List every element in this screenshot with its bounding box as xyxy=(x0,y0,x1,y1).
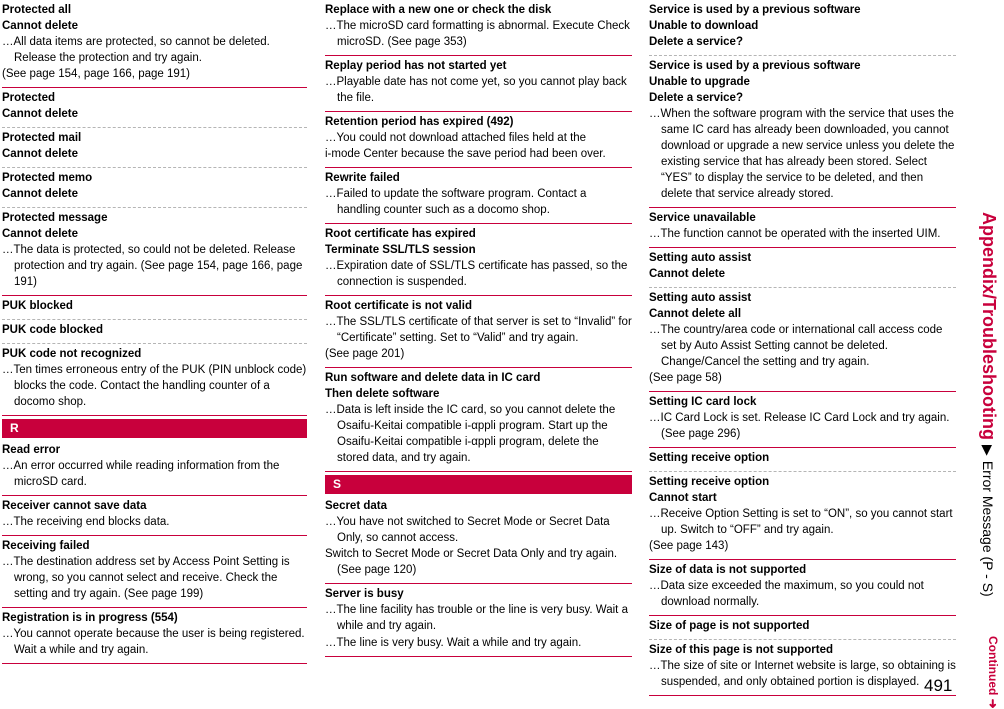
error-message-title: Size of data is not supported xyxy=(649,564,807,576)
error-entry xyxy=(325,584,632,657)
error-message-title: Cannot delete xyxy=(2,20,79,32)
error-description xyxy=(649,506,956,554)
column-left xyxy=(2,0,307,664)
description-text: The country/area code or international call access code set by Auto Assist Setting cannot be deleted. Change/Cancel the setting and try again. xyxy=(660,324,943,368)
error-description xyxy=(2,34,307,82)
error-message-title: Then delete software xyxy=(325,388,440,400)
error-entry xyxy=(325,0,632,56)
description-text: Ten times erroneous entry of the PUK (PIN unblock code) blocks the code. Contact the handling counter of a docomo shop. xyxy=(13,364,307,408)
error-entry xyxy=(2,128,307,168)
error-message-title: Setting receive option xyxy=(649,452,770,464)
description-text: Failed to update the software program. Contact a handling counter such as a docomo shop. xyxy=(336,188,587,216)
error-description xyxy=(325,18,632,50)
description-text: The SSL/TLS certificate of that server is set to “Invalid” for “Certificate” setting. Set to “Valid” and try again. xyxy=(336,316,632,344)
error-message-title: Delete a service? xyxy=(649,36,743,48)
ellipsis-prefix: … xyxy=(325,132,337,144)
ellipsis-prefix: … xyxy=(649,508,661,520)
description-text: The function cannot be operated with the inserted UIM. xyxy=(660,228,941,240)
description-text: i-mode Center because the save period had been over. xyxy=(325,148,606,160)
description-text: (See page 154, page 166, page 191) xyxy=(2,68,190,80)
error-message-title: PUK blocked xyxy=(2,300,73,312)
description-text: An error occurred while reading information from the microSD card. xyxy=(13,460,280,488)
error-entry xyxy=(649,288,956,392)
error-entry xyxy=(649,640,956,696)
ellipsis-prefix: … xyxy=(2,628,14,640)
error-message-title: Cannot delete xyxy=(2,108,79,120)
error-message-title: Setting IC card lock xyxy=(649,396,757,408)
ellipsis-prefix: … xyxy=(649,580,661,592)
description-text: The size of site or Internet website is large, so obtaining is suspended, and only obtained portion is displayed. xyxy=(660,660,956,688)
error-message-title: Rewrite failed xyxy=(325,172,400,184)
error-entry xyxy=(2,0,307,88)
error-entry xyxy=(2,536,307,608)
ellipsis-prefix: … xyxy=(649,228,661,240)
error-entry xyxy=(2,296,307,320)
error-entry xyxy=(2,320,307,344)
description-text: Data is left inside the IC card, so you cannot delete the Osaifu-Keitai compatible i-αppli program. Start up the Osaifu-Keitai compatible i-αppli program, delete the stored data, and try again. xyxy=(336,404,616,464)
ellipsis-prefix: … xyxy=(325,404,337,416)
description-text: The destination address set by Access Point Setting is wrong, so you cannot select and receive. Check the setting and try again. (See page 199) xyxy=(13,556,290,600)
error-message-title: Service is used by a previous software xyxy=(649,4,861,16)
description-text: Playable date has not come yet, so you cannot play back the file. xyxy=(336,76,627,104)
error-entry xyxy=(325,56,632,112)
description-text: When the software program with the service that uses the same IC card has already been downloaded, you cannot download or upgrade a new service unless you delete the existing service that has already been stored. Select “YES” to display the service to be deleted, and then delete that service already stored. xyxy=(660,108,955,200)
error-message-title: Protected mail xyxy=(2,132,82,144)
error-description xyxy=(2,514,307,530)
ellipsis-prefix: … xyxy=(649,108,661,120)
error-description xyxy=(325,635,632,651)
description-text: (See page 201) xyxy=(325,348,405,360)
error-message-title: Terminate SSL/TLS session xyxy=(325,244,476,256)
error-description xyxy=(325,514,632,578)
error-message-title: Secret data xyxy=(325,500,388,512)
error-message-title: Service unavailable xyxy=(649,212,756,224)
error-description xyxy=(649,106,956,202)
ellipsis-prefix: … xyxy=(325,260,337,272)
description-text: The line facility has trouble or the line is very busy. Wait a while and try again. xyxy=(336,604,628,632)
ellipsis-prefix: … xyxy=(325,20,337,32)
error-description xyxy=(2,554,307,602)
error-description xyxy=(325,186,632,218)
ellipsis-prefix: … xyxy=(2,556,14,568)
error-entry xyxy=(649,616,956,640)
continued-arrow-icon: ➜ xyxy=(986,698,1000,709)
error-message-title: Unable to download xyxy=(649,20,759,32)
error-message-title: Root certificate is not valid xyxy=(325,300,472,312)
error-message-title: PUK code not recognized xyxy=(2,348,142,360)
error-message-title: Setting auto assist xyxy=(649,252,752,264)
error-entry xyxy=(325,224,632,296)
description-text: You have not switched to Secret Mode or Secret Data Only, so cannot access. xyxy=(336,516,610,544)
error-description xyxy=(2,626,307,658)
error-description xyxy=(2,458,307,490)
description-text: The data is protected, so could not be deleted. Release protection and try again. (See page 154, page 166, page 191) xyxy=(13,244,303,288)
description-text: The microSD card formatting is abnormal. Execute Check microSD. (See page 353) xyxy=(336,20,630,48)
section-header-s: S xyxy=(325,475,632,494)
error-message-title: Setting receive option xyxy=(649,476,770,488)
side-title: Appendix/Troubleshooting xyxy=(979,212,999,440)
error-message-title: Retention period has expired (492) xyxy=(325,116,514,128)
error-message-title: Cannot delete xyxy=(649,268,726,280)
ellipsis-prefix: … xyxy=(2,516,14,528)
error-entry xyxy=(325,112,632,168)
description-text: Receive Option Setting is set to “ON”, so you cannot start up. Switch to “OFF” and try again. xyxy=(660,508,953,536)
ellipsis-prefix: … xyxy=(325,637,337,649)
column-middle xyxy=(325,0,632,657)
description-text: IC Card Lock is set. Release IC Card Lock and try again. (See page 296) xyxy=(660,412,950,440)
error-description xyxy=(325,74,632,106)
error-entry xyxy=(649,448,956,472)
error-entry xyxy=(649,392,956,448)
error-message-title: Registration is in progress (554) xyxy=(2,612,178,624)
side-section-label xyxy=(962,212,1004,607)
error-description xyxy=(649,322,956,386)
error-message-title: Cannot delete xyxy=(2,188,79,200)
error-entry xyxy=(2,496,307,536)
error-message-title: Size of page is not supported xyxy=(649,620,810,632)
error-entry xyxy=(2,88,307,128)
error-message-title: Root certificate has expired xyxy=(325,228,476,240)
error-description xyxy=(649,410,956,442)
error-message-title: Cannot delete xyxy=(2,228,79,240)
continued-marker xyxy=(962,630,1004,709)
ellipsis-prefix: … xyxy=(649,324,661,336)
description-text: All data items are protected, so cannot be deleted. Release the protection and try again. xyxy=(13,36,270,64)
error-message-title: Server is busy xyxy=(325,588,404,600)
triangle-arrow-icon: ▶ xyxy=(980,445,996,456)
error-message-title: Cannot delete xyxy=(2,148,79,160)
error-entry xyxy=(2,344,307,416)
description-text: You cannot operate because the user is being registered. Wait a while and try again. xyxy=(13,628,305,656)
ellipsis-prefix: … xyxy=(649,412,661,424)
ellipsis-prefix: … xyxy=(325,188,337,200)
error-message-title: PUK code blocked xyxy=(2,324,103,336)
page-number: 491 xyxy=(924,676,953,695)
error-description xyxy=(649,226,956,242)
ellipsis-prefix: … xyxy=(2,364,14,376)
ellipsis-prefix: … xyxy=(325,516,337,528)
column-right xyxy=(649,0,956,696)
error-message-title: Cannot start xyxy=(649,492,717,504)
error-description xyxy=(649,658,956,690)
ellipsis-prefix: … xyxy=(649,660,661,672)
error-message-title: Protected all xyxy=(2,4,72,16)
description-text: (See page 143) xyxy=(649,540,729,552)
description-text: (See page 58) xyxy=(649,372,722,384)
error-entry xyxy=(2,208,307,296)
error-message-title: Size of this page is not supported xyxy=(649,644,834,656)
error-message-title: Service is used by a previous software xyxy=(649,60,861,72)
error-message-title: Protected message xyxy=(2,212,108,224)
error-entry xyxy=(2,608,307,664)
error-description xyxy=(325,130,632,162)
error-entry xyxy=(649,248,956,288)
error-message-title: Cannot delete all xyxy=(649,308,742,320)
error-message-title: Replay period has not started yet xyxy=(325,60,507,72)
description-text: The receiving end blocks data. xyxy=(13,516,170,528)
error-entry xyxy=(649,560,956,616)
error-description xyxy=(2,362,307,410)
error-message-title: Protected xyxy=(2,92,56,104)
description-text: Expiration date of SSL/TLS certificate has passed, so the connection is suspended. xyxy=(336,260,628,288)
error-message-title: Receiver cannot save data xyxy=(2,500,147,512)
error-entry xyxy=(325,368,632,472)
continued-label: Continued xyxy=(986,636,1000,696)
error-entry xyxy=(325,496,632,584)
error-entry xyxy=(325,296,632,368)
description-text: You could not download attached files held at the xyxy=(336,132,587,144)
error-message-title: Unable to upgrade xyxy=(649,76,750,88)
error-entry xyxy=(649,472,956,560)
error-description xyxy=(325,402,632,466)
error-message-title: Receiving failed xyxy=(2,540,90,552)
ellipsis-prefix: … xyxy=(325,76,337,88)
error-description xyxy=(325,314,632,362)
ellipsis-prefix: … xyxy=(2,244,14,256)
error-entry xyxy=(649,0,956,56)
ellipsis-prefix: … xyxy=(2,36,14,48)
error-message-title: Run software and delete data in IC card xyxy=(325,372,541,384)
side-subtitle: Error Message (P - S) xyxy=(980,460,996,597)
ellipsis-prefix: … xyxy=(2,460,14,472)
error-description xyxy=(325,258,632,290)
error-message-title: Read error xyxy=(2,444,61,456)
error-message-title: Protected memo xyxy=(2,172,93,184)
error-entry xyxy=(649,56,956,208)
error-description xyxy=(2,242,307,290)
description-text: Switch to Secret Mode or Secret Data Only and try again. (See page 120) xyxy=(325,548,618,576)
error-description xyxy=(325,602,632,634)
error-entry xyxy=(649,208,956,248)
error-message-title: Replace with a new one or check the disk xyxy=(325,4,552,16)
section-header-r: R xyxy=(2,419,307,438)
error-entry xyxy=(2,440,307,496)
ellipsis-prefix: … xyxy=(325,604,337,616)
error-message-title: Delete a service? xyxy=(649,92,743,104)
error-entry xyxy=(2,168,307,208)
error-message-title: Setting auto assist xyxy=(649,292,752,304)
description-text: Data size exceeded the maximum, so you could not download normally. xyxy=(660,580,924,608)
ellipsis-prefix: … xyxy=(325,316,337,328)
description-text: The line is very busy. Wait a while and try again. xyxy=(336,637,582,649)
error-entry xyxy=(325,168,632,224)
error-description xyxy=(649,578,956,610)
